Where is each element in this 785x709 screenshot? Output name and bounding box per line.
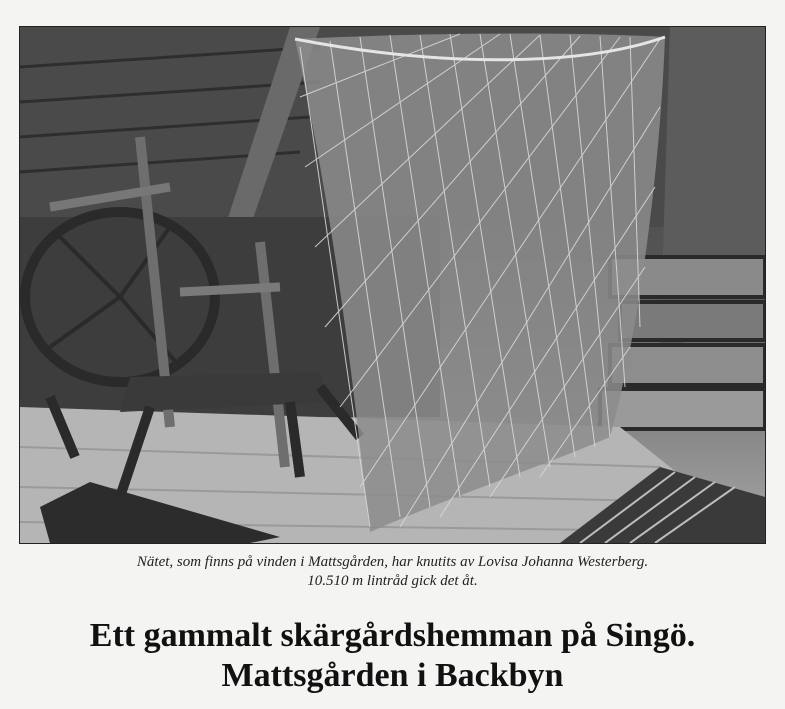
article-headline xyxy=(0,616,785,696)
photo-caption xyxy=(0,553,785,591)
caption-line-1: Nätet, som finns på vinden i Mattsgården, har knutits av Lovisa Johanna Westerberg. xyxy=(136,554,649,570)
photo-illustration xyxy=(20,27,765,543)
caption-line-2: 10.510 m lintråd gick det åt. xyxy=(307,573,478,589)
attic-photograph xyxy=(19,26,766,544)
headline-line-2: Mattsgården i Backbyn xyxy=(221,657,564,694)
headline-line-1: Ett gammalt skärgårdshemman på Singö. xyxy=(89,617,696,654)
